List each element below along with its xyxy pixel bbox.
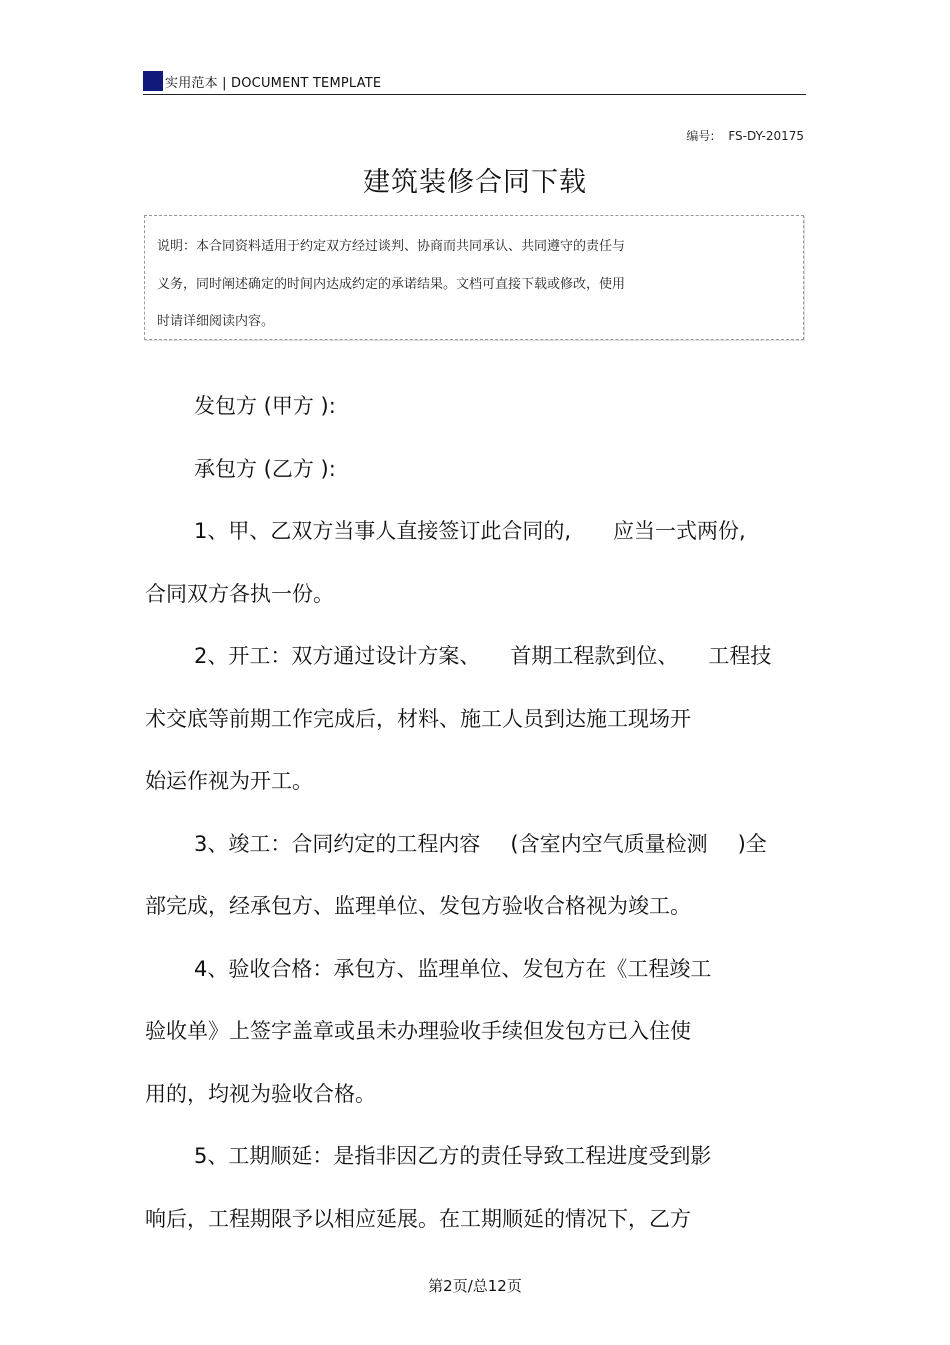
clause-3-line-2: 部完成，经承包方、监理单位、发包方验收合格视为竣工。 [145,894,691,918]
clause-2-text: 工程技 [708,644,772,668]
clause-1-line-1 [145,500,805,563]
note-line: 说明：本合同资料适用于约定双方经过谈判、协商而共同承认、共同遵守的责任与 [157,239,626,254]
note-line: 时请详细阅读内容。 [157,314,275,329]
page-title: 建筑装修合同下载 [363,167,587,198]
header-brand-text: 实用范本 | DOCUMENT TEMPLATE [165,76,382,91]
clause-3-line-1 [145,813,805,876]
document-number [686,127,804,144]
clause-1-text: 1、甲、乙双方当事人直接签订此合同的, [194,519,572,543]
clause-4-line-3: 用的，均视为验收合格。 [145,1081,376,1106]
clause-2-line-2: 术交底等前期工作完成后，材料、施工人员到达施工现场开 [145,706,691,731]
page-number: 第2页/总12页 [428,1277,522,1295]
clause-2-text: 首期工程款到位、 [510,644,679,668]
clause-4-line-1: 4、验收合格：承包方、监理单位、发包方在《工程竣工 [194,956,712,981]
document-number-label: 编号: [686,129,715,143]
contract-body [145,375,805,1250]
document-header [143,68,806,95]
clause-2-line-3: 始运作视为开工。 [145,769,313,793]
clause-5-line-2: 响后，工程期限予以相应延展。在工期顺延的情况下，乙方 [145,1206,691,1231]
document-number-value: FS-DY-20175 [728,129,804,143]
clause-3-text: 3、竣工：合同约定的工程内容 [194,831,481,856]
brand-mark-icon [143,71,163,91]
clause-5-line-1: 5、工期顺延：是指非因乙方的责任导致工程进度受到影 [194,1144,712,1168]
clause-1-line-2: 合同双方各执一份。 [145,581,334,606]
clause-2-text: 2、开工：双方通过设计方案、 [194,644,481,668]
note-box [144,215,804,340]
clause-3-text: (含室内空气质量检测 [510,831,708,856]
note-text [157,228,747,341]
clause-3-text: )全 [737,831,767,856]
party-a-line: 发包方 (甲方 ): [194,394,336,418]
note-line: 义务，同时阐述确定的时间内达成约定的承诺结果。文档可直接下载或修改，使用 [157,276,626,292]
party-b-line: 承包方 (乙方 ): [194,456,336,481]
clause-1-text: 应当一式两份, [613,519,746,543]
clause-4-line-2: 验收单》上签字盖章或虽未办理验收手续但发包方已入住使 [145,1019,691,1043]
clause-2-line-1 [145,625,805,688]
